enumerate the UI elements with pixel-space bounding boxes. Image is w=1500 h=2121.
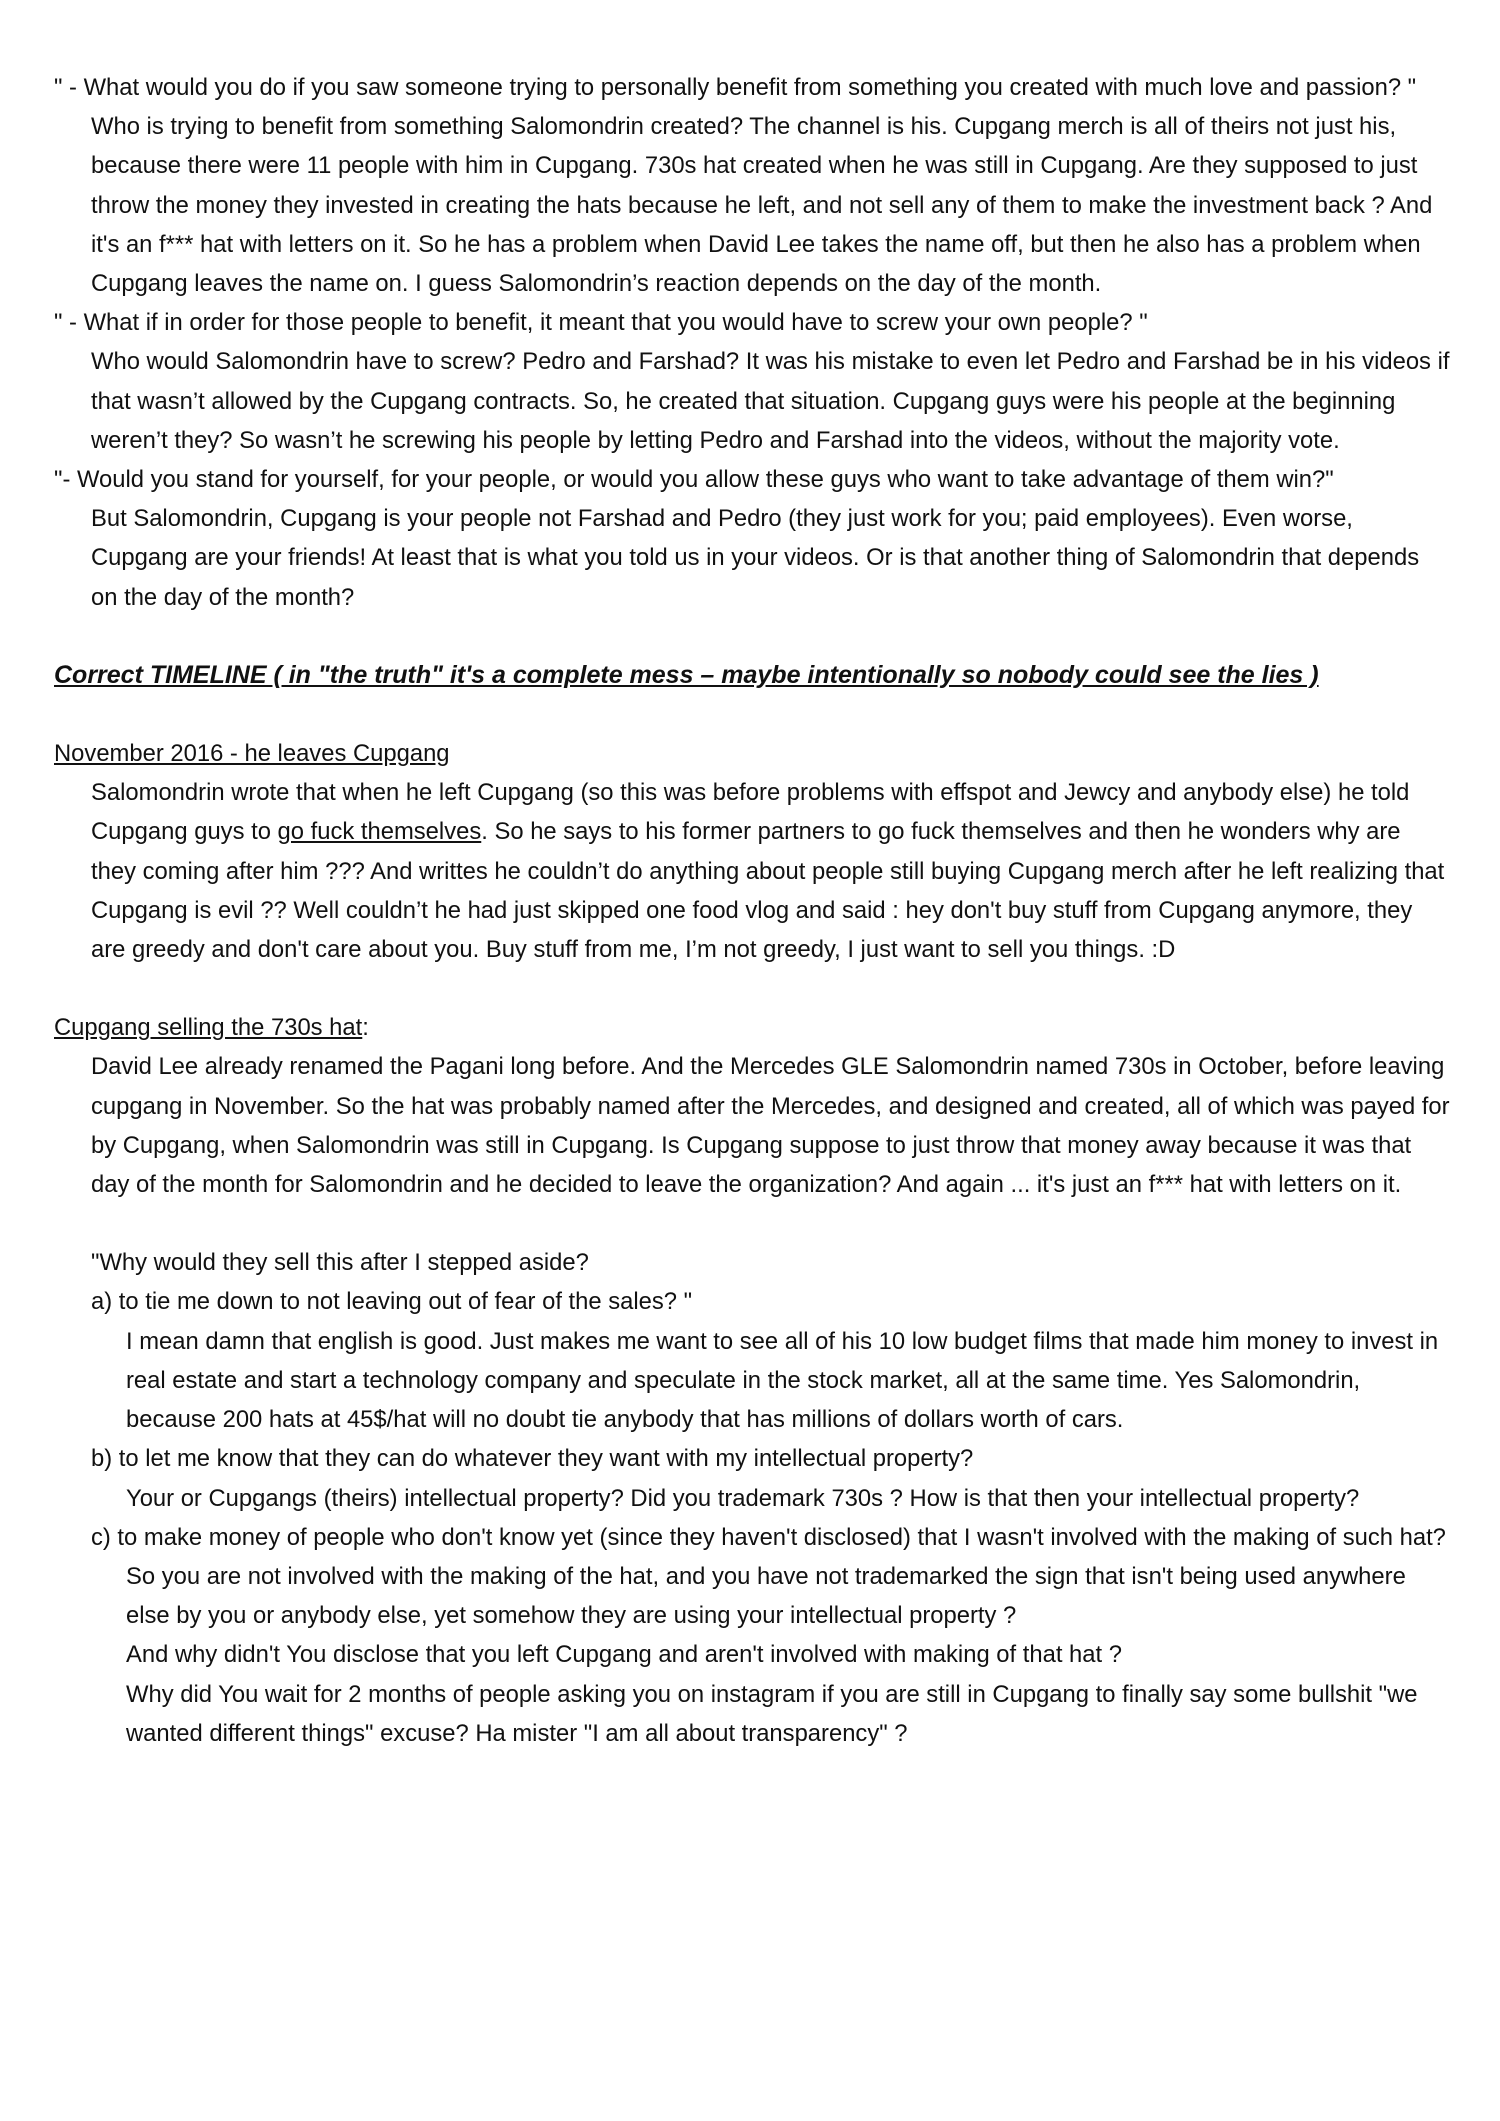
answer-item-b: Your or Cupgangs (theirs) intellectual property? Did you trademark 730s ? How is that then your intellectual property? (126, 1484, 1360, 1512)
spacer (54, 695, 1450, 734)
answer-1: Who is trying to benefit from something Salomondrin created? The channel is his. Cupgang merch is all of theirs not just his, because there were 11 people with him in Cupgang. 730s hat created when he was still in Cupgang. Are they supposed to just throw the money they invested in creating the hats because he left, and not sell any of them to make the investment back ? And it's an f*** hat with letters on it. So he has a problem when David Lee takes the name off, but then he also has a problem when Cupgang leaves the name on. I guess Salomondrin’s reaction depends on the day of the month. (91, 113, 1433, 298)
quote-item-c: c) to make money of people who don't know yet (since they haven't disclosed) that I wasn't involved with the making of such hat? (91, 1523, 1446, 1551)
quote-question-2: " - What if in order for those people to benefit, it meant that you would have to screw your own people? " (54, 309, 1148, 337)
answer-2: Who would Salomondrin have to screw? Pedro and Farshad? It was his mistake to even let Pedro and Farshad be in his videos if that wasn’t allowed by the Cupgang contracts. So, he created that situation. Cupgang guys were his people at the beginning weren’t they? So wasn’t he screwing his people by letting Pedro and Farshad into the videos, without the majority vote. (91, 348, 1450, 454)
heading-colon: : (362, 1014, 369, 1042)
paragraph-text: . So he says to his former partners to go fuck themselves and then he wonders why are they coming after him ??? And writtes he couldn’t do anything about people still buying Cupgang merch after he left realizing that Cupgang is evil ?? Well couldn’t he had just skipped one food vlog and said : hey don't buy stuff from Cupgang anymore, they are greedy and don't care about you. Buy stuff from me, I’m not greedy, I just want to sell you things. :D (91, 818, 1445, 964)
timeline-heading: Correct TIMELINE ( in "the truth" it's a complete mess – maybe intentionally so nobody could see the lies ) (54, 660, 1319, 689)
underlined-phrase: go fuck themselves (277, 818, 482, 846)
answer-item-a: I mean damn that english is good. Just makes me want to see all of his 10 low budget films that made him money to invest in real estate and start a technology company and speculate in the stock market, all at the same time. Yes Salomondrin, because 200 hats at 45$/hat will no doubt tie anybody that has millions of dollars worth of cars. (126, 1327, 1439, 1434)
paragraph-text: Salomondrin wrote that when he left Cupgang (so this was before problems with effspot and Jewcy and anybody else) he told Cupgang guys to (91, 779, 1410, 846)
spacer (54, 617, 1450, 656)
section-heading-hat (54, 1008, 1450, 1047)
section-heading-text: Cupgang selling the 730s hat (54, 1014, 363, 1042)
section-paragraph-hat: David Lee already renamed the Pagani long before. And the Mercedes GLE Salomondrin named 730s in October, before leaving cupgang in November. So the hat was probably named after the Mercedes, and designed and created, all of which was payed for by Cupgang, when Salomondrin was still in Cupgang. Is Cupgang suppose to just throw that money away because it was that day of the month for Salomondrin and he decided to leave the organization? And again ... it's just an f*** hat with letters on it. (91, 1053, 1450, 1199)
answer-item-c-2: And why didn't You disclose that you left Cupgang and aren't involved with making of that hat ? (126, 1641, 1122, 1669)
quote-question-1: " - What would you do if you saw someone trying to personally benefit from something you created with much love and passion? " (54, 74, 1417, 101)
spacer (54, 969, 1450, 1008)
section-heading-november-2016 (54, 734, 1450, 773)
quote-question-3: "- Would you stand for yourself, for your people, or would you allow these guys who want to take advantage of them win?" (54, 466, 1334, 494)
quote-intro: "Why would they sell this after I stepped aside? (91, 1249, 589, 1277)
quote-item-a: a) to tie me down to not leaving out of fear of the sales? " (91, 1288, 693, 1316)
spacer (54, 1204, 1450, 1243)
answer-3: But Salomondrin, Cupgang is your people not Farshad and Pedro (they just work for you; paid employees). Even worse, Cupgang are your friends! At least that is what you told us in your videos. Or is that another thing of Salomondrin that depends on the day of the month? (91, 505, 1420, 611)
section-heading-text: November 2016 - he leaves Cupgang (54, 740, 450, 768)
answer-item-c-3: Why did You wait for 2 months of people asking you on instagram if you are still in Cupgang to finally say some bullshit "we wanted different things" excuse? Ha mister "I am all about transparency" ? (126, 1680, 1418, 1747)
answer-item-c-1: So you are not involved with the making of the hat, and you have not trademarked the sign that isn't being used anywhere else by you or anybody else, yet somehow they are using your intellectual property ? (126, 1562, 1406, 1630)
section-paragraph-leaving (54, 773, 1450, 969)
quote-item-b: b) to let me know that they can do whatever they want with my intellectual property? (91, 1445, 974, 1473)
